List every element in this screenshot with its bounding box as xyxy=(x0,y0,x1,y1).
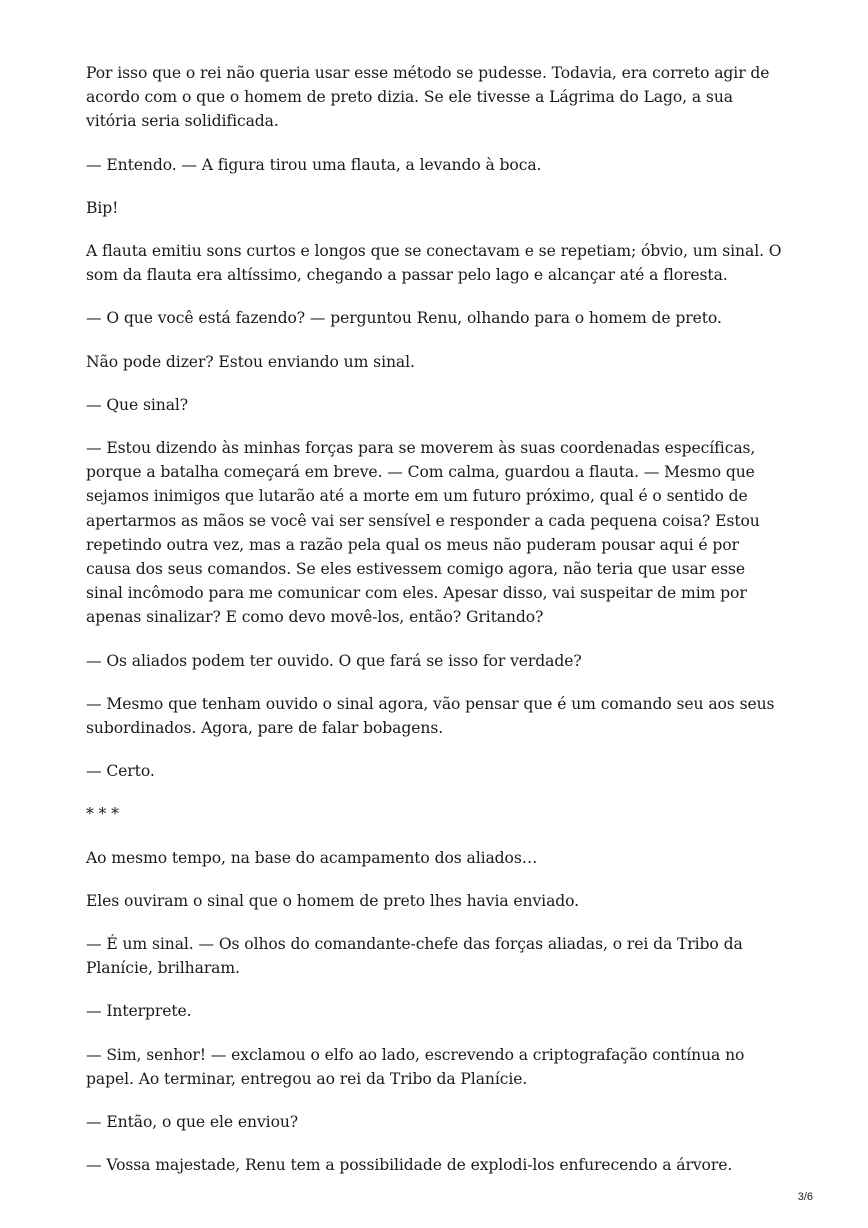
paragraph: Bip! xyxy=(86,198,119,217)
document-body xyxy=(86,61,786,1197)
paragraph: — Sim, senhor! — exclamou o elfo ao lado, escrevendo a criptografação contínua no papel. Ao terminar, entregou ao rei da Tribo da Planície. xyxy=(86,1045,745,1088)
paragraph: — Interprete. xyxy=(86,1002,192,1021)
paragraph: — É um sinal. — Os olhos do comandante-chefe das forças aliadas, o rei da Tribo da Planície, brilharam. xyxy=(86,935,743,978)
paragraph: Ao mesmo tempo, na base do acampamento dos aliados… xyxy=(86,848,538,867)
paragraph: — Certo. xyxy=(86,762,155,781)
paragraph: A flauta emitiu sons curtos e longos que se conectavam e se repetiam; óbvio, um sinal. O som da flauta era altíssimo, chegando a passar pelo lago e alcançar até a floresta. xyxy=(86,242,782,285)
paragraph: — Entendo. — A figura tirou uma flauta, a levando à boca. xyxy=(86,155,542,174)
paragraph: — Estou dizendo às minhas forças para se moverem às suas coordenadas específicas, porque a batalha começará em breve. — Com calma, guardou a flauta. — Mesmo que sejamos inimigos que lutarão até a morte em um futuro próximo, qual é o sentido de apertarmos as mãos se você vai ser sensível e responder a cada pequena coisa? Estou repetindo outra vez, mas a razão pela qual os meus não puderam pousar aqui é por causa dos seus comandos. Se eles estivessem comigo agora, não teria que usar esse sinal incômodo para me comunicar com eles. Apesar disso, vai suspeitar de mim por apenas sinalizar? E como devo movê-los, então? Gritando? xyxy=(86,439,760,627)
page-number: 3/6 xyxy=(797,1191,813,1203)
paragraph: — O que você está fazendo? — perguntou Renu, olhando para o homem de preto. xyxy=(86,309,722,328)
paragraph: Não pode dizer? Estou enviando um sinal. xyxy=(86,352,415,371)
paragraph: — Vossa majestade, Renu tem a possibilidade de explodi-los enfurecendo a árvore. xyxy=(86,1156,733,1175)
paragraph: Eles ouviram o sinal que o homem de preto lhes havia enviado. xyxy=(86,891,580,910)
paragraph: — Os aliados podem ter ouvido. O que fará se isso for verdade? xyxy=(86,651,582,670)
paragraph: — Então, o que ele enviou? xyxy=(86,1113,299,1132)
paragraph: — Que sinal? xyxy=(86,395,189,414)
paragraph: Por isso que o rei não queria usar esse método se pudesse. Todavia, era correto agir de acordo com o que o homem de preto dizia. Se ele tivesse a Lágrima do Lago, a sua vitória seria solidificada. xyxy=(86,64,770,131)
paragraph: — Mesmo que tenham ouvido o sinal agora, vão pensar que é um comando seu aos seus subordinados. Agora, pare de falar bobagens. xyxy=(86,694,775,738)
scene-break: * * * xyxy=(86,805,119,824)
